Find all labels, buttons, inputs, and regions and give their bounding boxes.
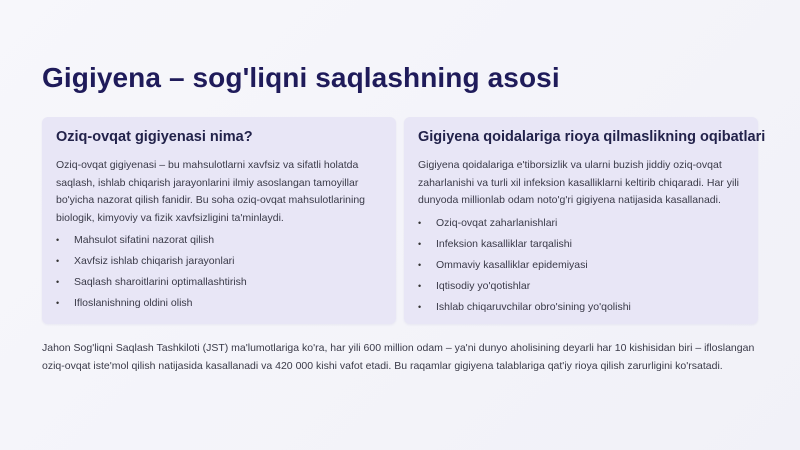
list-item <box>418 300 744 314</box>
list-item <box>418 258 744 272</box>
bullet-icon: • <box>418 238 422 249</box>
list-item <box>56 296 382 310</box>
bullet-list <box>56 233 382 310</box>
list-item-label: Saqlash sharoitlarini optimallashtirish <box>74 276 247 288</box>
list-item-label: Infeksion kasalliklar tarqalishi <box>436 237 572 250</box>
bullet-icon: • <box>56 277 60 287</box>
bullet-list <box>418 216 744 314</box>
bullet-icon: • <box>56 235 60 245</box>
list-item-label: Mahsulot sifatini nazorat qilish <box>74 234 215 246</box>
list-item-label: Iqtisodiy yo'qotishlar <box>436 279 531 292</box>
list-item <box>56 233 382 247</box>
card-heading: Gigiyena qoidalariga rioya qilmaslikning oqibatlari <box>418 129 766 145</box>
bullet-icon: • <box>418 259 422 270</box>
list-item <box>56 275 382 289</box>
list-item-label: Ishlab chiqaruvchilar obro'sining yo'qolishi <box>436 300 631 313</box>
slide-title: Gigiyena – sog'liqni saqlashning asosi <box>42 62 560 93</box>
food-hygiene-card <box>42 117 396 324</box>
bullet-icon: • <box>418 217 422 228</box>
card-heading: Oziq-ovqat gigiyenasi nima? <box>56 129 253 145</box>
list-item-label: Oziq-ovqat zaharlanishlari <box>436 216 558 229</box>
hygiene-consequences-card <box>404 117 766 324</box>
bullet-icon: • <box>418 280 422 291</box>
list-item <box>418 279 744 293</box>
bullet-icon: • <box>56 298 60 308</box>
list-item-label: Ifloslanishning oldini olish <box>74 297 193 309</box>
bullet-icon: • <box>418 301 422 312</box>
card-paragraph: Gigiyena qoidalariga e'tiborsizlik va ularni buzish jiddiy oziq-ovqat zaharlanishi va turli xil infeksion kasalliklarni keltirib chiqaradi. Har yili dunyoda millionlab odam noto'g'ri gigiyena natijasida kasallanadi. <box>418 159 739 206</box>
list-item <box>418 216 744 230</box>
card-paragraph: Oziq-ovqat gigiyenasi – bu mahsulotlarni xavfsiz va sifatli holatda saqlash, ishlab chiqarish jarayonlarini ilmiy asoslangan tamoyillar bo'yicha nazorat qilish fanidir. Bu soha oziq-ovqat mahsulotlarining biologik, kimyoviy va fizik xavfsizligini ta'minlaydi. <box>56 159 366 224</box>
list-item-label: Xavfsiz ishlab chiqarish jarayonlari <box>74 255 235 267</box>
bullet-icon: • <box>56 256 60 266</box>
list-item <box>418 237 744 251</box>
list-item-label: Ommaviy kasalliklar epidemiyasi <box>436 258 588 271</box>
list-item <box>56 254 382 268</box>
footer-note: Jahon Sog'liqni Saqlash Tashkiloti (JST) ma'lumotlariga ko'ra, har yili 600 million odam – ya'ni dunyo aholisining deyarli har 10 kishisidan biri – ifloslangan oziq-ovqat iste'mol qilish natijasida kasallanadi va 420 000 kishi vafot etadi. Bu raqamlar gigiyena talablariga qat'iy rioya qilish zarurligini ko'rsatadi. <box>42 342 755 372</box>
